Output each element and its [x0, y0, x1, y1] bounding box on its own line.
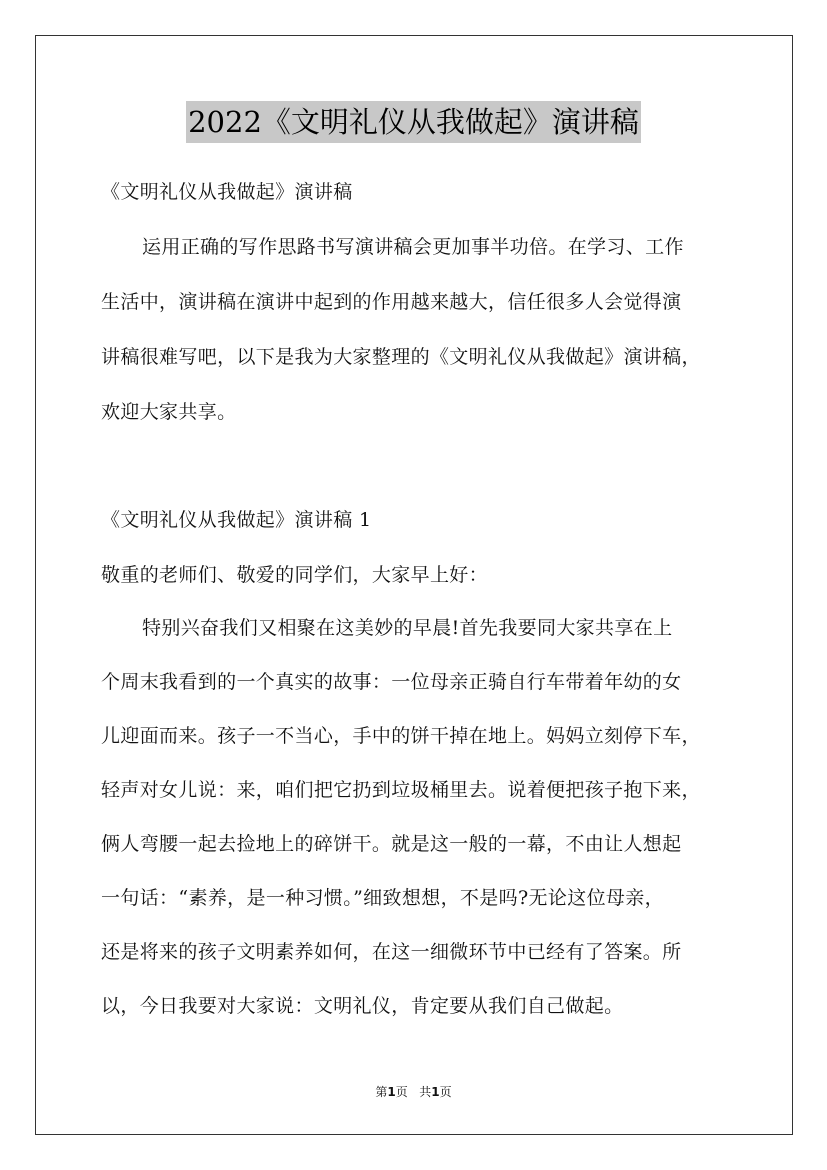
body-line: 特别兴奋我们又相聚在这美妙的早晨!首先我要同大家共享在上	[142, 617, 673, 639]
total-number: 1	[431, 1085, 440, 1099]
document-title: 2022《文明礼仪从我做起》演讲稿	[186, 101, 641, 143]
intro-line: 欢迎大家共享。	[101, 401, 237, 423]
intro-line: 讲稿很难写吧，以下是我为大家整理的《文明礼仪从我做起》演讲稿，	[101, 346, 701, 368]
page-number: 1	[387, 1085, 396, 1099]
intro-line: 生活中，演讲稿在演讲中起到的作用越来越大，信任很多人会觉得演	[101, 291, 682, 313]
title-container	[0, 101, 827, 143]
total-suffix: 页	[439, 1085, 452, 1099]
body-line: 以，今日我要对大家说：文明礼仪，肯定要从我们自己做起。	[101, 995, 624, 1017]
section-heading: 《文明礼仪从我做起》演讲稿 1	[101, 509, 372, 531]
greeting-line: 敬重的老师们、敬爱的同学们，大家早上好：	[101, 564, 489, 586]
body-line: 俩人弯腰一起去捡地上的碎饼干。就是这一般的一幕，不由让人想起	[101, 833, 682, 855]
body-line: 一句话：“素养，是一种习惯。”细致想想，不是吗?无论这位母亲，	[101, 887, 664, 909]
page-suffix: 页	[395, 1085, 408, 1099]
intro-line: 运用正确的写作思路书写演讲稿会更加事半功倍。在学习、工作	[142, 236, 684, 258]
body-line: 还是将来的孩子文明素养如何，在这一细微环节中已经有了答案。所	[101, 941, 682, 963]
total-prefix: 共	[419, 1085, 432, 1099]
body-line: 个周末我看到的一个真实的故事：一位母亲正骑自行车带着年幼的女	[101, 671, 682, 693]
body-line: 轻声对女儿说：来，咱们把它扔到垃圾桶里去。说着便把孩子抱下来，	[101, 779, 701, 801]
body-line: 儿迎面而来。孩子一不当心，手中的饼干掉在地上。妈妈立刻停下车，	[101, 725, 701, 747]
page-prefix: 第	[375, 1085, 388, 1099]
page-footer	[0, 1084, 827, 1100]
document-subtitle: 《文明礼仪从我做起》演讲稿	[101, 181, 353, 203]
